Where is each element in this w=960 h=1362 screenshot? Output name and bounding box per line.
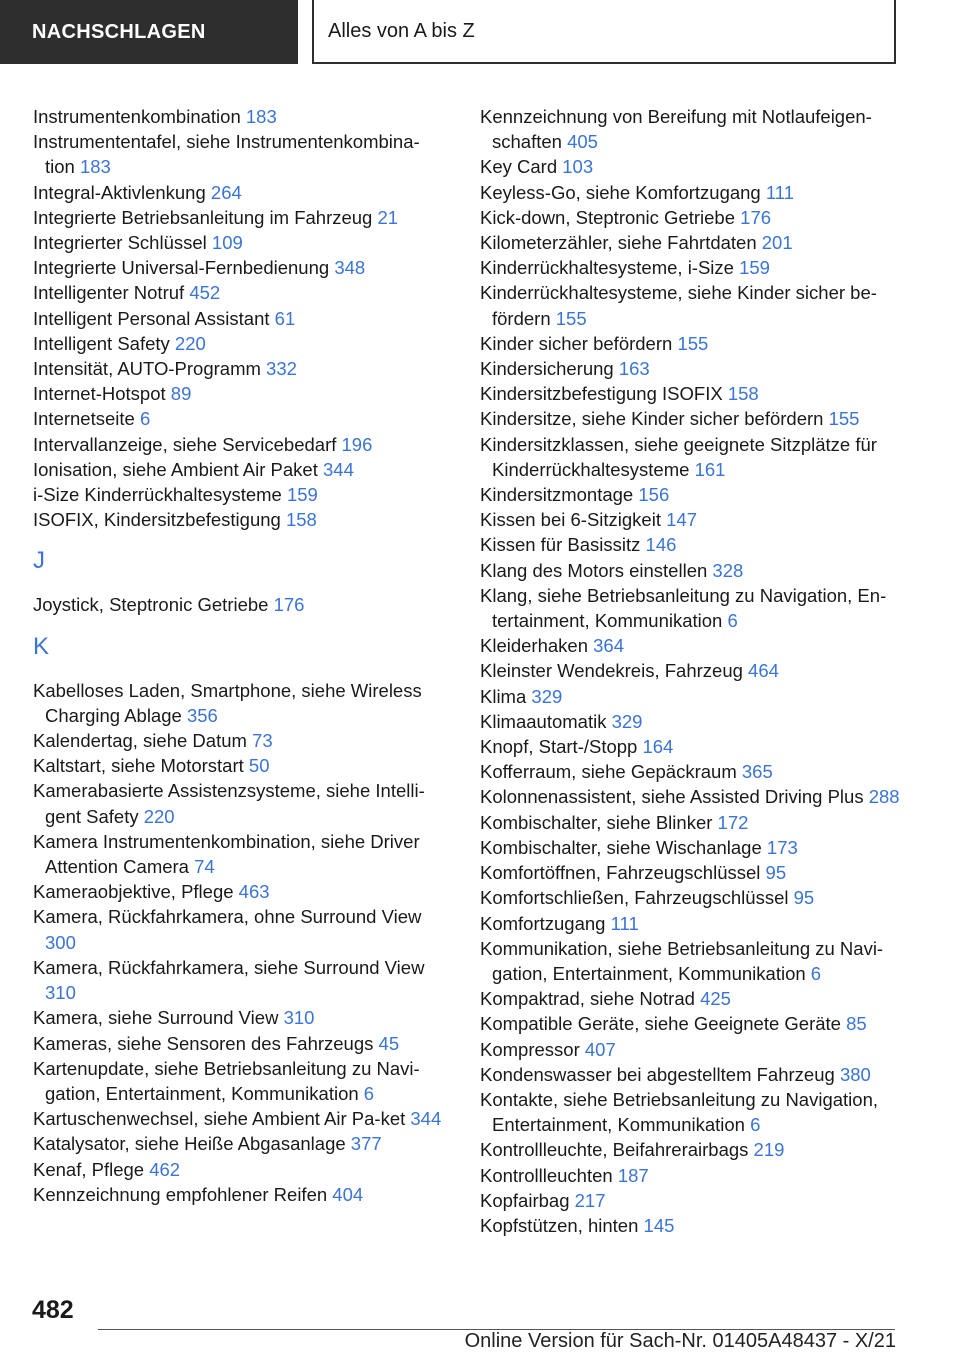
index-entry-page-link[interactable]: 452 xyxy=(189,282,221,304)
index-entry xyxy=(33,1056,443,1106)
index-entry-term: Joystick, Steptronic Getriebe xyxy=(33,594,269,616)
index-entry xyxy=(480,1163,900,1188)
index-entry-page-link[interactable]: 73 xyxy=(252,730,273,752)
index-entry-term: Kolonnenassistent, siehe Assisted Driving Plus xyxy=(480,786,864,808)
index-entry-page-link[interactable]: 196 xyxy=(341,433,373,455)
index-entry-page-link[interactable]: 89 xyxy=(170,383,192,405)
index-entry xyxy=(480,180,900,205)
index-entry xyxy=(33,230,443,255)
index-entry-page-link[interactable]: 159 xyxy=(739,257,770,279)
index-entry-page-link[interactable]: 109 xyxy=(211,232,243,254)
index-entry xyxy=(33,1031,443,1056)
index-letter-heading: J xyxy=(33,547,45,575)
index-entry-term: Kissen bei 6-Sitzigkeit xyxy=(480,509,661,531)
index-entry xyxy=(480,709,900,734)
index-entry-term: Kondenswasser bei abgestelltem Fahrzeug xyxy=(480,1063,835,1085)
index-entry-page-link[interactable]: 155 xyxy=(828,408,860,430)
index-entry xyxy=(480,1188,900,1213)
index-entry-term: Kalendertag, siehe Datum xyxy=(33,730,247,752)
index-entry xyxy=(33,381,443,406)
index-entry xyxy=(480,784,900,809)
index-entry xyxy=(480,885,900,910)
index-entry-term: Kamera, Rückfahrkamera, siehe Surround View xyxy=(33,956,425,978)
index-entry xyxy=(480,356,900,381)
index-entry xyxy=(480,658,900,683)
index-entry xyxy=(480,154,900,179)
index-entry-page-link[interactable]: 164 xyxy=(642,736,674,758)
index-entry-page-link[interactable]: 85 xyxy=(846,1013,867,1035)
index-entry xyxy=(33,507,443,532)
index-entry xyxy=(33,331,443,356)
index-entry-page-link[interactable]: 111 xyxy=(610,912,639,934)
index-entry-page-link[interactable]: 155 xyxy=(677,332,709,354)
index-entry-term: Kamera, Rückfahrkamera, ohne Surround View xyxy=(33,906,422,928)
index-entry-page-link[interactable]: 348 xyxy=(334,257,366,279)
index-entry-term: Kombischalter, siehe Blinker xyxy=(480,811,713,833)
index-entry-page-link[interactable]: 6 xyxy=(363,1082,375,1104)
index-entry-term: ISOFIX, Kindersitzbefestigung xyxy=(33,509,281,531)
index-entry-term: Internet-Hotspot xyxy=(33,383,166,405)
index-entry-page-link[interactable]: 6 xyxy=(810,962,822,984)
index-entry xyxy=(480,1137,900,1162)
index-entry-term: Ionisation, siehe Ambient Air Paket xyxy=(33,458,318,480)
index-entry-term: Keyless-Go, siehe Komfortzugang xyxy=(480,181,761,203)
index-entry xyxy=(480,381,900,406)
index-entry xyxy=(33,432,443,457)
section-tab: NACHSCHLAGEN xyxy=(0,0,298,64)
index-entry-term: Kamera, siehe Surround View xyxy=(33,1007,279,1029)
index-entry xyxy=(33,1182,443,1207)
index-entry-term: Komfortöffnen, Fahrzeugschlüssel xyxy=(480,862,761,884)
index-entry-page-link[interactable]: 74 xyxy=(194,856,215,878)
page-number: 482 xyxy=(32,1296,74,1324)
index-entry-term: Instrumententafel, siehe Instrumentenkombina-tion xyxy=(33,131,420,178)
index-entry-term: Intelligent Safety xyxy=(33,332,170,354)
index-entry xyxy=(480,432,900,482)
index-entry-page-link[interactable]: 404 xyxy=(332,1183,364,1205)
index-entry-term: Intelligent Personal Assistant xyxy=(33,307,270,329)
index-entry xyxy=(480,1213,900,1238)
index-entry xyxy=(33,180,443,205)
index-entry-page-link[interactable]: 173 xyxy=(766,836,798,858)
index-entry-page-link[interactable]: 145 xyxy=(643,1214,675,1236)
index-entry xyxy=(480,230,900,255)
index-entry-page-link[interactable]: 61 xyxy=(274,307,296,329)
index-entry-term: Instrumentenkombination xyxy=(33,106,241,127)
index-entry-term: Kindersitzbefestigung ISOFIX xyxy=(480,383,723,405)
index-entry-page-link[interactable]: 288 xyxy=(868,786,900,808)
index-entry-term: Kilometerzähler, siehe Fahrtdaten xyxy=(480,232,757,254)
index-entry xyxy=(33,306,443,331)
index-entry-term: Kameraobjektive, Pflege xyxy=(33,881,234,903)
index-entry xyxy=(480,911,900,936)
index-entry-term: Kissen für Basissitz xyxy=(480,534,641,556)
index-entry-page-link[interactable]: 6 xyxy=(750,1114,761,1136)
index-entry-page-link[interactable]: 329 xyxy=(531,685,563,707)
index-entry-page-link[interactable]: 161 xyxy=(694,458,726,480)
index-entry-page-link[interactable]: 380 xyxy=(839,1063,871,1085)
index-entry-page-link[interactable]: 21 xyxy=(377,206,399,228)
index-entry-term: Intervallanzeige, siehe Servicebedarf xyxy=(33,433,337,455)
index-entry xyxy=(480,1011,900,1036)
index-entry-term: Kinderrückhaltesysteme, siehe Kinder sicher be-fördern xyxy=(480,282,877,329)
index-entry xyxy=(480,1087,900,1137)
index-entry-page-link[interactable]: 310 xyxy=(283,1007,315,1029)
index-entry-page-link[interactable]: 95 xyxy=(765,862,787,884)
index-entry xyxy=(33,406,443,431)
index-entry-page-link[interactable]: 464 xyxy=(748,660,779,682)
index-entry xyxy=(33,904,443,954)
index-entry xyxy=(33,955,443,1005)
index-entry xyxy=(33,104,443,129)
index-entry-page-link[interactable]: 50 xyxy=(248,755,270,777)
index-entry-term: Kontrollleuchte, Beifahrerairbags xyxy=(480,1139,749,1161)
index-entry-page-link[interactable]: 300 xyxy=(45,931,76,953)
index-column-right xyxy=(480,104,900,1238)
index-entry-term: Klang, siehe Betriebsanleitung zu Navigation, En-tertainment, Kommunikation xyxy=(480,584,887,632)
index-entry-page-link[interactable]: 220 xyxy=(143,805,175,827)
index-entry xyxy=(33,592,443,617)
index-entry-page-link[interactable]: 364 xyxy=(593,635,625,657)
index-entry xyxy=(33,1131,443,1156)
index-entry xyxy=(480,532,900,557)
index-entry-term: Kommunikation, siehe Betriebsanleitung zu Navi-gation, Entertainment, Kommunikation xyxy=(480,937,884,984)
index-entry xyxy=(480,633,900,658)
index-entry xyxy=(480,406,900,431)
footer-text: Online Version für Sach-Nr. 01405A48437 - X/21 xyxy=(464,1330,896,1352)
index-entry-term: Komfortschließen, Fahrzeugschlüssel xyxy=(480,887,789,909)
index-entry-page-link[interactable]: 462 xyxy=(149,1158,181,1180)
index-entry xyxy=(33,1106,443,1131)
index-entry-page-link[interactable]: 159 xyxy=(286,484,318,506)
index-entry-term: Klima xyxy=(480,685,527,707)
index-entry-page-link[interactable]: 158 xyxy=(727,383,759,405)
index-entry xyxy=(480,558,900,583)
index-entry-page-link[interactable]: 176 xyxy=(273,594,305,616)
index-entry-term: Komfortzugang xyxy=(480,912,606,934)
index-entry-term: Kindersicherung xyxy=(480,358,614,380)
index-entry-page-link[interactable]: 95 xyxy=(793,887,815,909)
index-entry xyxy=(33,457,443,482)
index-entry-term: Kontrollleuchten xyxy=(480,1164,613,1186)
index-entry xyxy=(480,684,900,709)
index-entry-page-link[interactable]: 201 xyxy=(761,232,793,254)
index-entry-page-link[interactable]: 176 xyxy=(740,206,772,228)
index-column-left xyxy=(33,104,443,1207)
index-entry-term: Kompatible Geräte, siehe Geeignete Geräte xyxy=(480,1013,841,1035)
index-entry-term: Klang des Motors einstellen xyxy=(480,559,708,581)
index-entry-term: Kennzeichnung empfohlener Reifen xyxy=(33,1183,328,1205)
index-entry-term: Kinder sicher befördern xyxy=(480,332,673,354)
index-entry xyxy=(33,1005,443,1030)
index-entry xyxy=(480,583,900,633)
index-entry xyxy=(33,778,443,828)
index-entry-page-link[interactable]: 344 xyxy=(323,458,354,480)
index-entry xyxy=(33,829,443,879)
index-entry-page-link[interactable]: 146 xyxy=(645,534,677,556)
index-entry xyxy=(480,1037,900,1062)
index-entry-term: Kompaktrad, siehe Notrad xyxy=(480,988,695,1010)
index-entry-term: Integrierte Universal-Fernbedienung xyxy=(33,257,330,279)
index-entry-term: Integrierte Betriebsanleitung im Fahrzeug xyxy=(33,206,373,228)
index-entry-page-link[interactable]: 328 xyxy=(712,559,744,581)
index-entry-term: Integral-Aktivlenkung xyxy=(33,181,206,203)
index-entry xyxy=(33,728,443,753)
index-entry-page-link[interactable]: 332 xyxy=(266,358,297,380)
index-entry xyxy=(33,356,443,381)
index-entry-page-link[interactable]: 344 xyxy=(410,1108,442,1130)
index-entry-page-link[interactable]: 220 xyxy=(174,332,206,354)
index-entry xyxy=(33,879,443,904)
index-entry-term: Kamerabasierte Assistenzsysteme, siehe Intelli-gent Safety xyxy=(33,780,425,827)
index-entry-term: Katalysator, siehe Heiße Abgasanlage xyxy=(33,1133,346,1155)
index-entry-page-link[interactable]: 187 xyxy=(617,1164,649,1186)
index-entry-page-link[interactable]: 329 xyxy=(611,710,643,732)
index-entry-page-link[interactable]: 463 xyxy=(238,881,270,903)
index-entry xyxy=(480,734,900,759)
index-entry-page-link[interactable]: 365 xyxy=(741,761,773,783)
index-entry-term: Kabelloses Laden, Smartphone, siehe Wireless Charging Ablage xyxy=(33,679,422,726)
index-entry-term: Kopfstützen, hinten xyxy=(480,1214,639,1236)
index-entry-term: i-Size Kinderrückhaltesysteme xyxy=(33,484,282,506)
index-entry xyxy=(480,810,900,835)
index-entry-page-link[interactable]: 45 xyxy=(378,1032,400,1054)
index-entry xyxy=(33,205,443,230)
index-entry xyxy=(480,1062,900,1087)
index-entry-page-link[interactable]: 425 xyxy=(700,988,731,1010)
index-entry-page-link[interactable]: 158 xyxy=(285,509,317,531)
index-entry-term: Kindersitze, siehe Kinder sicher befördern xyxy=(480,408,824,430)
index-entry xyxy=(480,835,900,860)
index-entry-term: Kartenupdate, siehe Betriebsanleitung zu Navi-gation, Entertainment, Kommunikation xyxy=(33,1057,420,1104)
index-entry xyxy=(33,1157,443,1182)
index-entry xyxy=(480,280,900,330)
index-letter-heading: K xyxy=(33,632,50,660)
index-entry-term: Kombischalter, siehe Wischanlage xyxy=(480,836,762,858)
chapter-title: Alles von A bis Z xyxy=(312,0,896,64)
index-entry xyxy=(480,507,900,532)
index-entry xyxy=(480,482,900,507)
index-entry-term: Kopfairbag xyxy=(480,1189,570,1211)
index-entry-term: Kaltstart, siehe Motorstart xyxy=(33,755,244,777)
index-entry-term: Kontakte, siehe Betriebsanleitung zu Navigation, Entertainment, Kommunikation xyxy=(480,1088,879,1136)
index-entry-page-link[interactable]: 405 xyxy=(567,131,598,153)
index-entry xyxy=(480,104,900,154)
index-entry-page-link[interactable]: 264 xyxy=(210,181,242,203)
index-entry-page-link[interactable]: 377 xyxy=(350,1133,382,1155)
index-entry-term: Kleiderhaken xyxy=(480,635,588,657)
index-entry-term: Kinderrückhaltesysteme, i-Size xyxy=(480,257,734,279)
index-entry xyxy=(480,759,900,784)
index-entry xyxy=(33,753,443,778)
index-entry-term: Intelligenter Notruf xyxy=(33,282,185,304)
index-entry-term: Kamera Instrumentenkombination, siehe Driver Attention Camera xyxy=(33,830,420,878)
index-entry xyxy=(480,205,900,230)
index-entry xyxy=(33,678,443,728)
index-entry xyxy=(480,255,900,280)
index-entry xyxy=(480,860,900,885)
index-entry-page-link[interactable]: 103 xyxy=(562,156,594,178)
index-entry-term: Klimaautomatik xyxy=(480,710,607,732)
index-entry-term: Knopf, Start-/Stopp xyxy=(480,736,638,758)
index-entry xyxy=(33,482,443,507)
index-entry-page-link[interactable]: 356 xyxy=(186,704,218,726)
index-entry-term: Kick-down, Steptronic Getriebe xyxy=(480,206,736,228)
index-entry-term: Intensität, AUTO-Programm xyxy=(33,358,261,380)
index-entry-page-link[interactable]: 6 xyxy=(139,408,151,430)
index-entry xyxy=(33,255,443,280)
index-entry-page-link[interactable]: 163 xyxy=(618,358,650,380)
index-entry xyxy=(33,280,443,305)
index-entry xyxy=(480,331,900,356)
index-entry-page-link[interactable]: 310 xyxy=(45,982,76,1004)
index-entry-page-link[interactable]: 219 xyxy=(753,1139,785,1161)
index-entry-term: Kennzeichnung von Bereifung mit Notlaufeigen-schaften xyxy=(480,106,872,153)
index-entry-term: Kleinster Wendekreis, Fahrzeug xyxy=(480,660,743,682)
index-entry xyxy=(480,936,900,986)
index-entry-term: Key Card xyxy=(480,156,558,178)
index-entry-page-link[interactable]: 217 xyxy=(574,1189,606,1211)
index-entry-term: Kenaf, Pflege xyxy=(33,1158,145,1180)
index-entry-page-link[interactable]: 155 xyxy=(555,307,587,329)
index-entry-term: Kameras, siehe Sensoren des Fahrzeugs xyxy=(33,1032,374,1054)
index-entry-term: Internetseite xyxy=(33,408,135,430)
index-entry-page-link[interactable]: 111 xyxy=(765,181,794,203)
index-entry xyxy=(480,986,900,1011)
index-entry-page-link[interactable]: 147 xyxy=(666,509,697,531)
index-entry-term: Kindersitzmontage xyxy=(480,484,634,506)
index-entry-page-link[interactable]: 172 xyxy=(717,811,749,833)
index-entry-term: Kartuschenwechsel, siehe Ambient Air Pa-ket xyxy=(33,1108,406,1130)
index-entry xyxy=(33,129,443,179)
index-entry-page-link[interactable]: 156 xyxy=(638,484,670,506)
index-entry-page-link[interactable]: 183 xyxy=(79,156,111,178)
index-entry-term: Kompressor xyxy=(480,1038,580,1060)
index-entry-term: Kindersitzklassen, siehe geeignete Sitzplätze für Kinderrückhaltesysteme xyxy=(480,433,877,480)
index-entry-term: Kofferraum, siehe Gepäckraum xyxy=(480,761,737,783)
index-entry-term: Integrierter Schlüssel xyxy=(33,232,207,254)
index-entry-page-link[interactable]: 407 xyxy=(584,1038,616,1060)
index-entry-page-link[interactable]: 183 xyxy=(245,106,277,127)
index-entry-page-link[interactable]: 6 xyxy=(727,610,738,632)
